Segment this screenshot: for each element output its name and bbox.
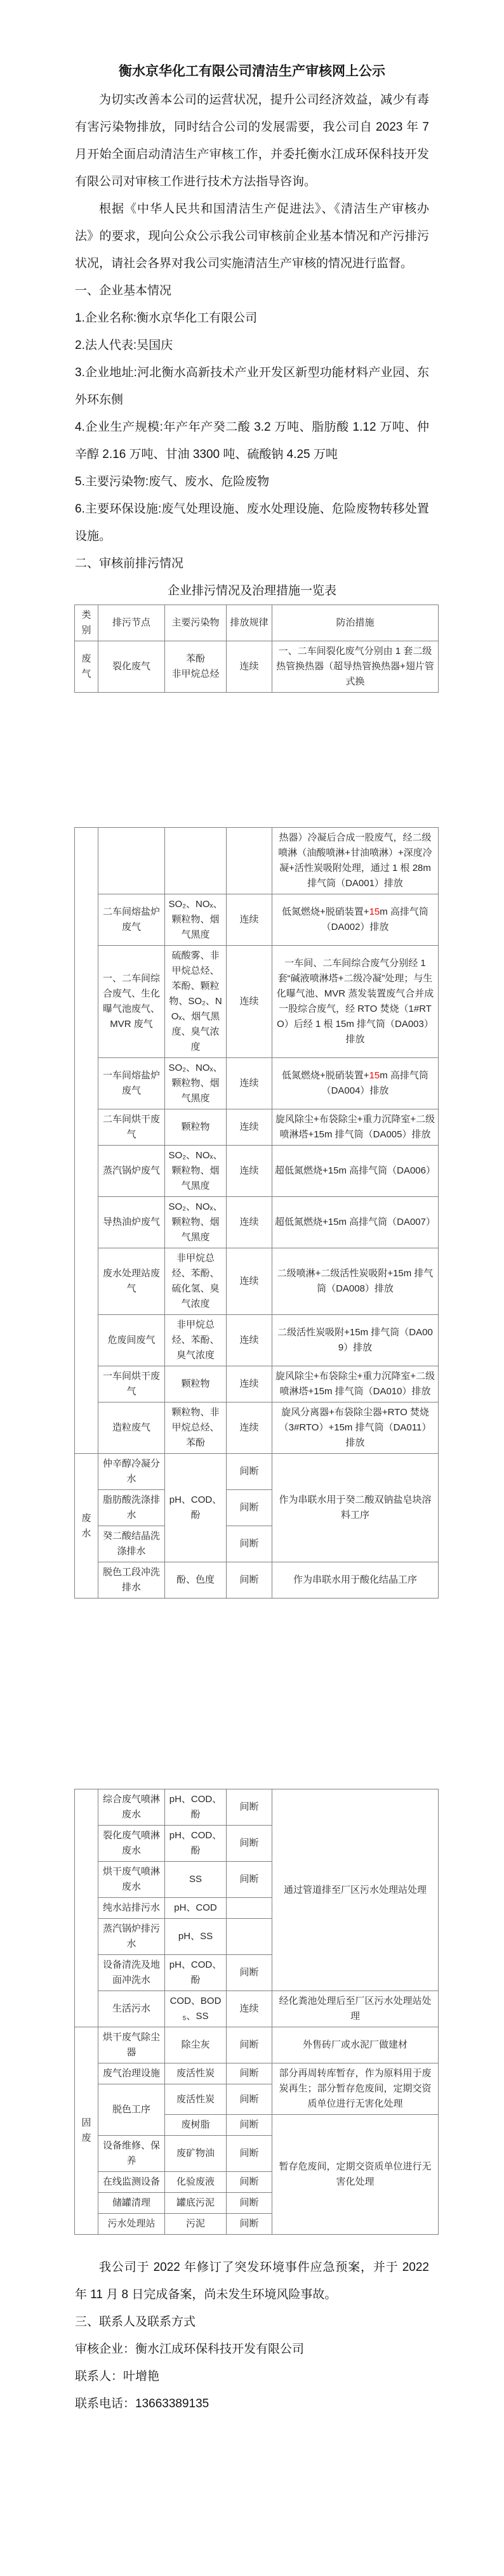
- contact-line-3: 联系电话：13663389135: [75, 2397, 209, 2410]
- closing-section: [0, 2254, 504, 2417]
- table-cell: [75, 1789, 98, 2027]
- table-header-cell: 排污节点: [98, 605, 165, 641]
- table-cell: 仲辛醇冷凝分水: [98, 1454, 165, 1490]
- table-header-cell: 防治措施: [272, 605, 439, 641]
- table-cell: 间断: [227, 1490, 272, 1526]
- table-header-cell: 主要污染物: [165, 605, 227, 641]
- table-cell: 颗粒物: [165, 1109, 227, 1146]
- intro-paragraph-2: 根据《中华人民共和国清洁生产促进法》、《清洁生产审核办法》的要求，现向公众公示我公司审核前企业基本情况和产污排污状况，请社会各界对我公司实施清洁生产审核的情况进行监督。: [75, 202, 429, 270]
- table-cell: 二车间烘干废气: [98, 1109, 165, 1146]
- page-title: 衡水京华化工有限公司清洁生产审核网上公示: [119, 64, 385, 79]
- table-row: [75, 1366, 439, 1402]
- table-cell: 旋风分离器+布袋除尘器+RTO 焚烧（3#RTO）+15m 排气筒（DA011）排放: [272, 1402, 439, 1454]
- table-cell: 部分再周转库暂存，作为原料用于废炭再生；部分暂存危废间，定期交资质单位进行无害化处理: [272, 2063, 439, 2115]
- table-cell: 连续: [227, 946, 272, 1058]
- highlighted-value: 15: [369, 1070, 380, 1081]
- table-row: [75, 894, 439, 946]
- table-row: [75, 946, 439, 1058]
- table-cell: 酚、色度: [165, 1562, 227, 1599]
- table-cell: pH、SS: [165, 1919, 227, 1955]
- table-cell: 废水处理站废气: [98, 1248, 165, 1315]
- table-cell: 外售砖厂或水泥厂做建材: [272, 2027, 439, 2063]
- table-cell: 废气治理设施: [98, 2063, 165, 2084]
- table-cell: 连续: [227, 1248, 272, 1315]
- table-cell: 脱色工段冲洗排水: [98, 1562, 165, 1599]
- table-cell: 间断: [227, 2084, 272, 2115]
- table-cell: 连续: [227, 1366, 272, 1402]
- basic-info-item-3: 3.企业地址:河北衡水高新技术产业开发区新型功能材料产业园、东外环东侧: [75, 366, 429, 407]
- section3-heading: 三、联系人及联系方式: [75, 2315, 196, 2329]
- pollution-table-segment-page2: [74, 827, 439, 1599]
- table-cell: 设备维修、保养: [98, 2136, 165, 2172]
- table-cell: [227, 1919, 272, 1955]
- public-notice-document: [0, 58, 504, 2576]
- table-row: [75, 1109, 439, 1146]
- basic-info-item-2: 2.法人代表:吴国庆: [75, 339, 173, 352]
- table-cell: 罐底污泥: [165, 2193, 227, 2214]
- table-cell: [75, 828, 98, 1454]
- table-cell: 低氮燃烧+脱硝装置+15m 高排气筒（DA004）排放: [272, 1058, 439, 1109]
- table-cell: 一车间烘干废气: [98, 1366, 165, 1402]
- table-cell: 间断: [227, 2193, 272, 2214]
- table-cell: 废活性炭: [165, 2084, 227, 2115]
- table-cell: 废树脂: [165, 2115, 227, 2136]
- table-cell: 裂化废气喷淋废水: [98, 1826, 165, 1862]
- table-cell: SS: [165, 1862, 227, 1898]
- table-cell: 一、二车间综合废气、生化曝气池废气、MVR 废气: [98, 946, 165, 1058]
- table-row: [75, 1197, 439, 1248]
- table-cell: 间断: [227, 2172, 272, 2193]
- table-cell: 间断: [227, 2136, 272, 2172]
- table-cell: 热器）冷凝后合成一股废气，经二级喷淋（油酸喷淋+甘油喷淋）+深度冷凝+活性炭吸附处理，通过 1 根 28m 排气筒（DA001）排放: [272, 828, 439, 894]
- table-row: [75, 1789, 439, 1826]
- document-body: [0, 86, 504, 605]
- table-cell: 苯酚 非甲烷总烃: [165, 641, 227, 693]
- table-cell: 间断: [227, 2027, 272, 2063]
- table-cell: 储罐清理: [98, 2193, 165, 2214]
- bottom-whitespace: [0, 2417, 504, 2576]
- table-cell: 生活污水: [98, 1991, 165, 2027]
- table-cell: 连续: [227, 1315, 272, 1366]
- section1-heading: 一、企业基本情况: [75, 284, 172, 297]
- table-cell: pH、COD、酚: [165, 1789, 227, 1826]
- table-cell: 超低氮燃烧+15m 高排气筒（DA007）: [272, 1197, 439, 1248]
- table-cell: 蒸汽锅炉排污水: [98, 1919, 165, 1955]
- table-cell: [227, 828, 272, 894]
- table-cell: 间断: [227, 2115, 272, 2136]
- table-cell: 连续: [227, 1146, 272, 1197]
- table-cell: [165, 828, 227, 894]
- table-title: 企业排污情况及治理措施一览表: [167, 584, 336, 598]
- table-cell: 经化粪池处理后至厂区污水处理站处理: [272, 1991, 439, 2027]
- table-row: [75, 641, 439, 693]
- table-cell: 间断: [227, 2063, 272, 2084]
- table-cell: 癸二酸结晶洗涤排水: [98, 1526, 165, 1562]
- table-row: [75, 2063, 439, 2084]
- table-cell: pH、COD: [165, 1898, 227, 1919]
- table-row: [75, 1402, 439, 1454]
- table-cell: 烘干废气喷淋废水: [98, 1862, 165, 1898]
- table-cell: 间断: [227, 1862, 272, 1898]
- table-cell: 在线监测设备: [98, 2172, 165, 2193]
- basic-info-item-4: 4.企业生产规模:年产年产癸二酸 3.2 万吨、脂肪酸 1.12 万吨、仲辛醇 2.16 万吨、甘油 3300 吨、硫酸钠 4.25 万吨: [75, 421, 429, 461]
- contact-line-1: 审核企业：衡水江成环保科技开发有限公司: [75, 2343, 305, 2356]
- table-row: [75, 1315, 439, 1366]
- pollution-table-segment-page3: [74, 1789, 439, 2235]
- table-cell: 化验废液: [165, 2172, 227, 2193]
- table-cell: pH、COD、酚: [165, 1826, 227, 1862]
- intro-paragraphs: [75, 86, 429, 277]
- basic-info-item-5: 5.主要污染物:废气、废水、危险废物: [75, 475, 270, 488]
- table-cell: 低氮燃烧+脱硝装置+15m 高排气筒（DA002）排放: [272, 894, 439, 946]
- table-cell: 蒸汽锅炉废气: [98, 1146, 165, 1197]
- table-row: [75, 828, 439, 894]
- table-cell: 颗粒物、非甲烷总烃、苯酚: [165, 1402, 227, 1454]
- basic-info-item-6: 6.主要环保设施:废气处理设施、废水处理设施、危险废物转移处置设施。: [75, 502, 429, 543]
- table-cell: 颗粒物: [165, 1366, 227, 1402]
- table-cell: 烘干废气除尘器: [98, 2027, 165, 2063]
- table-cell: 废 气: [75, 641, 98, 693]
- table-cell: 导热油炉废气: [98, 1197, 165, 1248]
- table-cell: 二级喷淋+二级活性炭吸附+15m 排气筒（DA008）排放: [272, 1248, 439, 1315]
- table-cell: 脱色工序: [98, 2084, 165, 2136]
- table-cell: 连续: [227, 1109, 272, 1146]
- table-cell: 非甲烷总烃、苯酚、臭气浓度: [165, 1315, 227, 1366]
- table-cell: 间断: [227, 1526, 272, 1562]
- highlighted-value: 15: [369, 906, 380, 917]
- section2-heading: 二、审核前排污情况: [75, 557, 184, 570]
- table-row: [75, 1454, 439, 1490]
- table-row: [75, 1058, 439, 1109]
- table-header-cell: 排放规律: [227, 605, 272, 641]
- table-cell: 连续: [227, 1058, 272, 1109]
- pollution-tables: [0, 605, 504, 2235]
- table-cell: 污泥: [165, 2214, 227, 2235]
- table-cell: 裂化废气: [98, 641, 165, 693]
- table-cell: 旋风除尘+布袋除尘+重力沉降室+二级喷淋塔+15m 排气筒（DA010）排放: [272, 1366, 439, 1402]
- table-cell: 综合废气喷淋废水: [98, 1789, 165, 1826]
- table-cell: 除尘灰: [165, 2027, 227, 2063]
- table-cell: 暂存危废间，定期交资质单位进行无害化处理: [272, 2115, 439, 2235]
- table-cell: 纯水站排污水: [98, 1898, 165, 1919]
- table-cell: 连续: [227, 894, 272, 946]
- pollution-table-segment-page1: [74, 605, 439, 693]
- table-cell: 废活性炭: [165, 2063, 227, 2084]
- table-cell: 固 废: [75, 2027, 98, 2235]
- table-cell: 间断: [227, 1454, 272, 1490]
- table-cell: 一车间熔盐炉废气: [98, 1058, 165, 1109]
- table-cell: 作为串联水用于癸二酸双钠盐皂块溶料工序: [272, 1454, 439, 1562]
- table-cell: [227, 1898, 272, 1919]
- table-cell: 废 水: [75, 1454, 98, 1599]
- table-cell: SO₂、NOₓ、颗粒物、烟气黑度: [165, 1058, 227, 1109]
- table-cell: 连续: [227, 1402, 272, 1454]
- table-cell: 污水处理站: [98, 2214, 165, 2235]
- table-header-cell: 类 别: [75, 605, 98, 641]
- table-row: [75, 1146, 439, 1197]
- table-cell: 间断: [227, 2214, 272, 2235]
- table-cell: 连续: [227, 1197, 272, 1248]
- table-cell: 间断: [227, 1789, 272, 1826]
- table-cell: [98, 828, 165, 894]
- table-cell: 间断: [227, 1826, 272, 1862]
- table-row: [75, 1562, 439, 1599]
- table-cell: pH、COD、酚: [165, 1454, 227, 1562]
- table-cell: 通过管道排至厂区污水处理站处理: [272, 1789, 439, 1991]
- table-cell: 设备清洗及地面冲洗水: [98, 1955, 165, 1991]
- table-row: [75, 1248, 439, 1315]
- table-cell: COD、BOD₅、SS: [165, 1991, 227, 2027]
- table-cell: 间断: [227, 1955, 272, 1991]
- table-cell: 间断: [227, 1562, 272, 1599]
- table-cell: SO₂、NOₓ、颗粒物、烟气黑度: [165, 1197, 227, 1248]
- table-cell: 造粒废气: [98, 1402, 165, 1454]
- contact-line-2: 联系人：叶增艳: [75, 2370, 160, 2383]
- table-row: [75, 2027, 439, 2063]
- intro-paragraph-1: 为切实改善本公司的运营状况，提升公司经济效益，减少有毒有害污染物排放，同时结合公司的发展需要，我公司自 2023 年 7 月开始全面启动清洁生产审核工作，并委托衡水江成环保科技开发有限公司对审核工作进行技术方法指导咨询。: [75, 93, 429, 188]
- table-cell: 超低氮燃烧+15m 高排气筒（DA006）: [272, 1146, 439, 1197]
- table-cell: 危废间废气: [98, 1315, 165, 1366]
- table-row: [75, 1991, 439, 2027]
- table-cell: 硫酸雾、非甲烷总烃、苯酚、颗粒物、SO₂、NOₓ、烟气黑度、臭气浓度: [165, 946, 227, 1058]
- table-cell: 一车间、二车间综合废气分别经 1 套“碱液喷淋塔+二级冷凝”处理；与生化曝气池、MVR 蒸发装置废气合并成一股综合废气，经 RTO 焚烧（1#RTO）后经 1 根 15m 排气筒（DA003）排放: [272, 946, 439, 1058]
- table-cell: 废矿物油: [165, 2136, 227, 2172]
- table-cell: 旋风除尘+布袋除尘+重力沉降室+二级喷淋塔+15m 排气筒（DA005）排放: [272, 1109, 439, 1146]
- table-cell: SO₂、NOₓ、颗粒物、烟气黑度: [165, 894, 227, 946]
- table-header-row: [75, 605, 439, 641]
- table-cell: 脂肪酸洗涤排水: [98, 1490, 165, 1526]
- table-cell: pH、COD、酚: [165, 1955, 227, 1991]
- table-cell: 连续: [227, 641, 272, 693]
- contact-lines: [75, 2336, 429, 2417]
- table-cell: 非甲烷总烃、苯酚、硫化氢、臭气浓度: [165, 1248, 227, 1315]
- closing-paragraph: 我公司于 2022 年修订了突发环境事件应急预案，并于 2022 年 11 月 8 日完成备案，尚未发生环境风险事故。: [75, 2261, 429, 2301]
- table-cell: 二车间熔盐炉废气: [98, 894, 165, 946]
- basic-info-item-1: 1.企业名称:衡水京华化工有限公司: [75, 311, 258, 325]
- section1-items: [75, 304, 429, 550]
- table-cell: 二级活性炭吸附+15m 排气筒（DA009）排放: [272, 1315, 439, 1366]
- table-cell: SO₂、NOₓ、颗粒物、烟气黑度: [165, 1146, 227, 1197]
- table-cell: 一、二车间裂化废气分别由 1 套二级热管换热器（超导热管换热器+翅片管式换: [272, 641, 439, 693]
- table-cell: 连续: [227, 1991, 272, 2027]
- table-cell: 作为串联水用于酸化结晶工序: [272, 1562, 439, 1599]
